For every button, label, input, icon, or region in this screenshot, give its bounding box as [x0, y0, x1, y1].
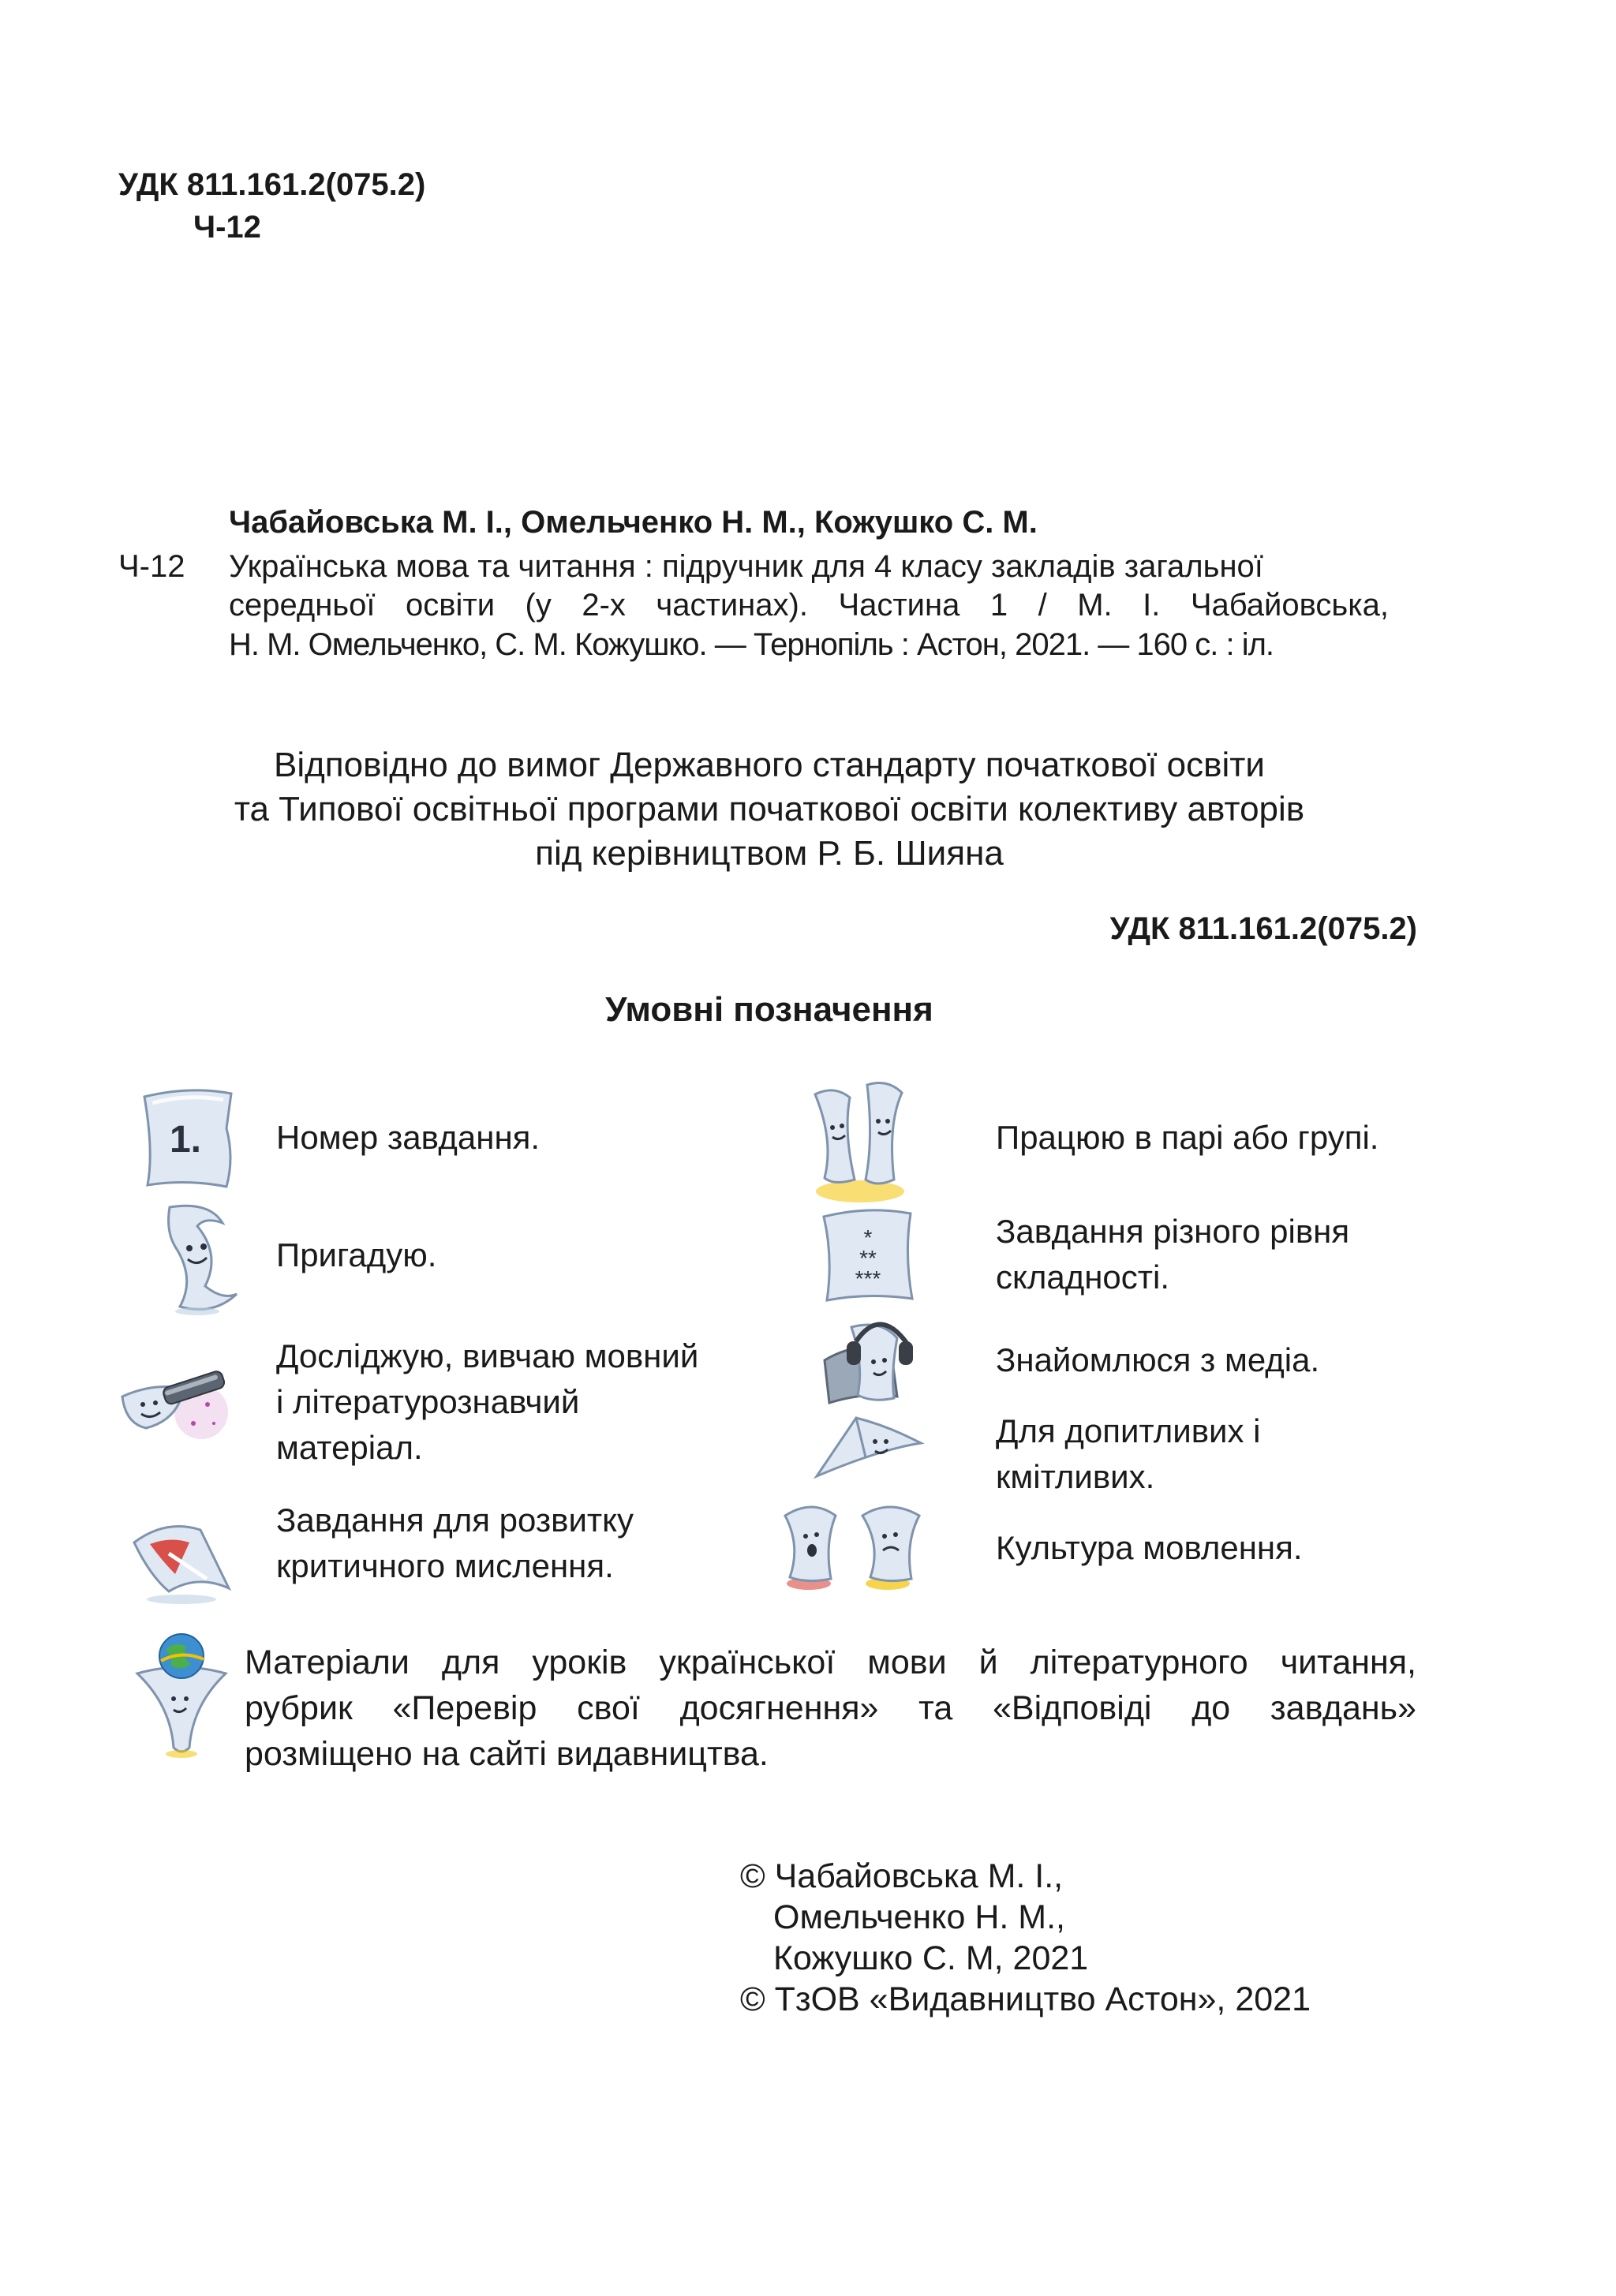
bib-line-1: Українська мова та читання : підручник для 4 класу закладів загальної	[229, 549, 1263, 584]
paper-plane-icon	[809, 1408, 927, 1487]
standard-line-2: та Типової освітньої програми початкової освіти колективу авторів	[234, 790, 1305, 828]
legend-left-text-4	[276, 1498, 634, 1589]
media-headphones-icon	[809, 1310, 927, 1412]
copyright-line-2: Омельченко Н. М.,	[773, 1898, 1065, 1936]
materials-text	[245, 1640, 1416, 1777]
legend-left-text-4-line-1: Завдання для розвитку	[276, 1501, 634, 1539]
legend-right-text-2-line-1: Завдання різного рівня	[996, 1213, 1350, 1250]
bib-code: Ч-12	[118, 549, 185, 584]
copyright-line-3: Кожушко С. М, 2021	[773, 1939, 1089, 1977]
standard-line-1: Відповідно до вимог Державного стандарту початкової освіти	[273, 746, 1266, 784]
globe-funnel-icon	[126, 1629, 237, 1759]
svg-text:**: **	[859, 1246, 877, 1270]
legend-title: Умовні позначення	[605, 990, 933, 1029]
legend-right-text-5: Культура мовлення.	[996, 1529, 1303, 1566]
bib-line-2: середньої освіти (у 2-х частинах). Частина 1 / М. І. Чабайовська,	[229, 588, 1389, 623]
standard-line-3: під керівництвом Р. Б. Шияна	[535, 834, 1004, 873]
legend-right-text-2	[996, 1209, 1349, 1300]
legend-right-text-4	[996, 1408, 1261, 1500]
svg-text:*: *	[863, 1225, 873, 1250]
legend-right-text-4-line-1: Для допитливих і	[996, 1412, 1261, 1449]
legend-left-text-3-line-3: матеріал.	[276, 1429, 423, 1466]
legend-left-text-3	[276, 1333, 698, 1471]
copyright-line-4: © ТзОВ «Видавництво Астон», 2021	[740, 1980, 1311, 2018]
materials-line-3: розміщено на сайті видавництва.	[245, 1735, 769, 1773]
legend-right-text-1: Працюю в парі або групі.	[996, 1119, 1379, 1156]
code-top: Ч-12	[193, 210, 261, 245]
task-number-icon	[130, 1079, 249, 1198]
copyright-line-1: © Чабайовська М. І.,	[740, 1857, 1064, 1895]
legend-left-text-2: Пригадую.	[276, 1236, 437, 1273]
svg-text:***: ***	[855, 1266, 881, 1291]
legend-right-text-4-line-2: кмітливих.	[996, 1458, 1155, 1495]
speech-culture-icon	[769, 1495, 943, 1594]
telescope-icon	[114, 1341, 233, 1460]
bib-authors: Чабайовська М. І., Омельченко Н. М., Кожушко С. М.	[229, 505, 1038, 540]
legend-left-text-1: Номер завдання.	[276, 1119, 541, 1156]
remember-icon	[134, 1199, 252, 1318]
legend-left-text-3-line-1: Досліджую, вивчаю мовний	[276, 1337, 699, 1374]
task-number-badge: 1.	[169, 1119, 202, 1161]
bib-line-3: Н. М. Омельченко, С. М. Кожушко. — Тернопіль : Астон, 2021. — 160 с. : іл.	[229, 627, 1274, 662]
legend-right-text-3: Знайомлюся з медіа.	[996, 1341, 1320, 1378]
legend-left-text-3-line-2: і літературознавчий	[276, 1383, 580, 1420]
materials-line-2: рубрик «Перевір свої досягнення» та «Відповіді до завдань»	[245, 1689, 1416, 1727]
udk-right: УДК 811.161.2(075.2)	[1109, 911, 1417, 946]
materials-line-1: Матеріали для уроків української мови й літературного читання,	[245, 1643, 1416, 1681]
difficulty-levels-icon	[813, 1199, 923, 1310]
critical-thinking-icon	[118, 1495, 237, 1614]
udk-top: УДК 811.161.2(075.2)	[118, 167, 426, 202]
legend-right-text-2-line-2: складності.	[996, 1258, 1170, 1296]
legend-left-text-4-line-2: критичного мислення.	[276, 1547, 614, 1584]
pair-work-icon	[801, 1077, 919, 1207]
